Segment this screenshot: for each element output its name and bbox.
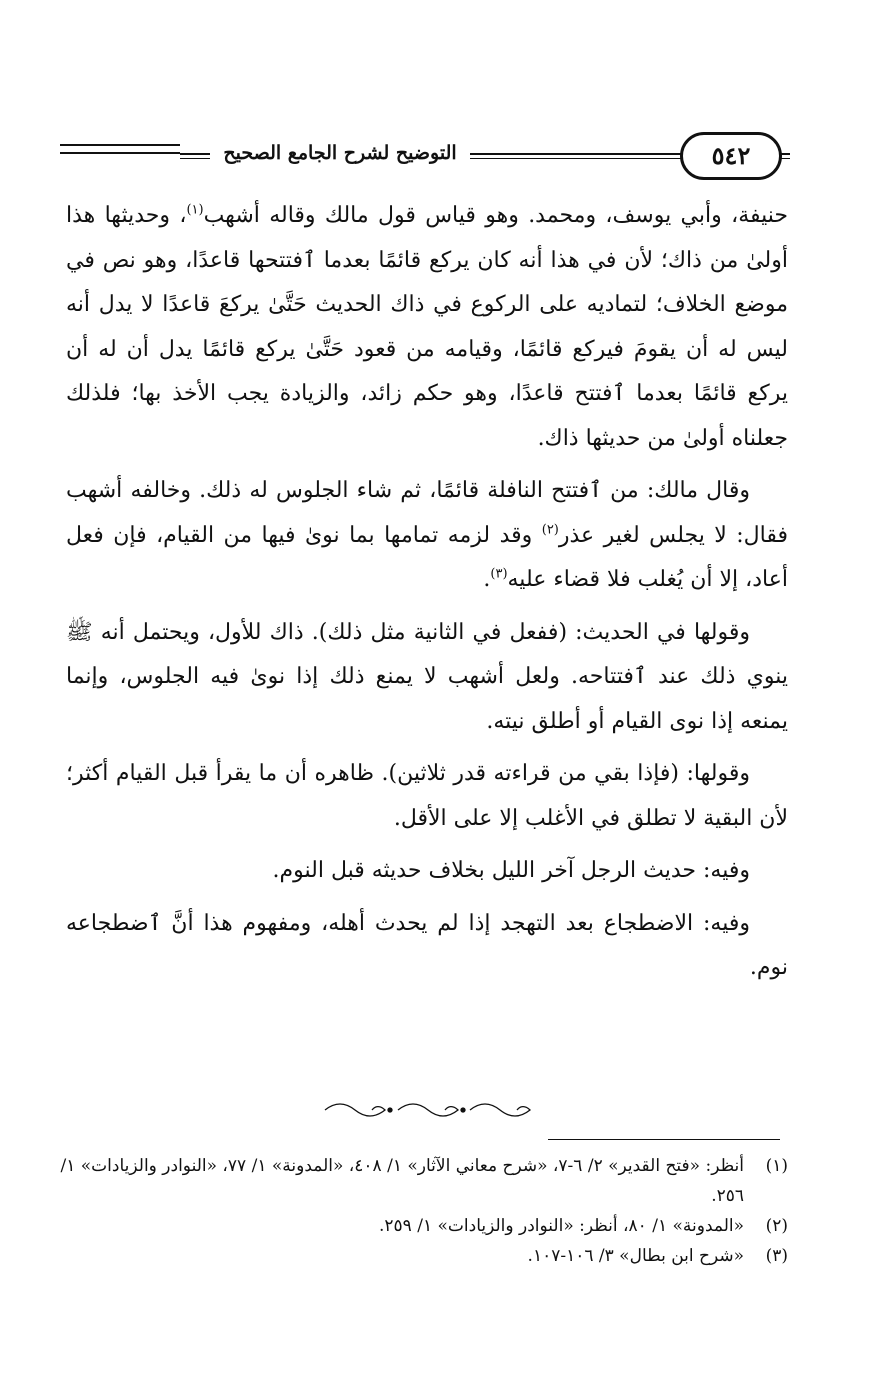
- footnote-ref-3: (٣): [490, 566, 508, 582]
- footnotes: [60, 1151, 788, 1271]
- footnote-number: (١): [765, 1156, 788, 1176]
- header-ornament-bars: [60, 144, 180, 164]
- footnote-text: «المدونة» ١/ ٨٠، أنظر: «النوادر والزيادات» ١/ ٢٥٩.: [379, 1216, 744, 1236]
- footnote-3: [60, 1241, 788, 1271]
- paragraph-2: [66, 469, 788, 603]
- paragraph-text: ، وحديثها هذا أولىٰ من ذاك؛ لأن في هذا أنه كان يركع قائمًا بعدما ٱفتتحها قاعدًا، وهو نص في موضع الخلاف؛ لتماديه على الركوع في ذاك الحديث حَتَّىٰ يركعَ قاعدًا لا يدل أنه ليس له أن يقومَ فيركع قائمًا، وقيامه من قعود حَتَّىٰ يركع قائمًا يدل أن له أن يركع قائمًا بعدما ٱفتتح قاعدًا، وهو حكم زائد، والزيادة يجب الأخذ بها؛ فلذلك جعلناه أولىٰ من حديثها ذاك.: [66, 203, 788, 451]
- running-title: التوضيح لشرح الجامع الصحيح: [210, 136, 470, 170]
- footnote-text: «شرح ابن بطال» ٣/ ١٠٦-١٠٧.: [527, 1246, 744, 1266]
- main-text: [66, 194, 788, 991]
- footnote-number: (٢): [765, 1216, 788, 1236]
- footnote-1: [60, 1151, 788, 1211]
- paragraph-3: وقولها في الحديث: (ففعل في الثانية مثل ذلك). ذاك للأول، ويحتمل أنه ﷺ ينوي ذلك عند ٱفتتاحه. ولعل أشهب لا يمنع ذلك إذا نوىٰ فيه الجلوس، وإنما يمنعه إذا نوى القيام أو أطلق نيته.: [66, 619, 788, 734]
- page-header: [60, 122, 790, 182]
- footnote-number: (٣): [765, 1246, 788, 1266]
- footnote-ref-2: (٢): [541, 522, 559, 538]
- paragraph-6: وفيه: الاضطجاع بعد التهجد إذا لم يحدث أهله، ومفهوم هذا أنَّ ٱضطجاعه نوم.: [66, 910, 788, 980]
- paragraph-5: وفيه: حديث الرجل آخر الليل بخلاف حديثه قبل النوم.: [272, 858, 750, 883]
- footnote-ref-1: (١): [186, 202, 204, 218]
- paragraph-text: وقد لزمه تمامها بما نوىٰ فيها من القيام، فإن فعل أعاد، إلا أن يُغلب فلا قضاء عليه: [66, 522, 788, 592]
- footnote-separator: [548, 1139, 780, 1140]
- section-ornament: [320, 1100, 540, 1120]
- paragraph-text: وقال مالك: من ٱفتتح النافلة قائمًا، ثم شاء الجلوس له ذلك. وخالفه أشهب فقال: لا يجلس لغير عذر: [66, 478, 789, 548]
- paragraph-1: [66, 194, 788, 461]
- footnote-text: أنظر: «فتح القدير» ٢/ ٦-٧، «شرح معاني الآثار» ١/ ٤٠٨، «المدونة» ١/ ٧٧، «النوادر والزيادات» ١/ ٢٥٦.: [60, 1156, 744, 1206]
- paragraph-text: .: [483, 567, 491, 592]
- footnote-2: [60, 1211, 788, 1241]
- paragraph-text: حنيفة، وأبي يوسف، ومحمد. وهو قياس قول مالك وقاله أشهب: [203, 203, 788, 228]
- page-number: ٥٤٢: [680, 132, 782, 180]
- paragraph-4: وقولها: (فإذا بقي من قراءته قدر ثلاثين). ظاهره أن ما يقرأ قبل القيام أكثر؛ لأن البقية لا تطلق في الأغلب إلا على الأقل.: [66, 761, 788, 831]
